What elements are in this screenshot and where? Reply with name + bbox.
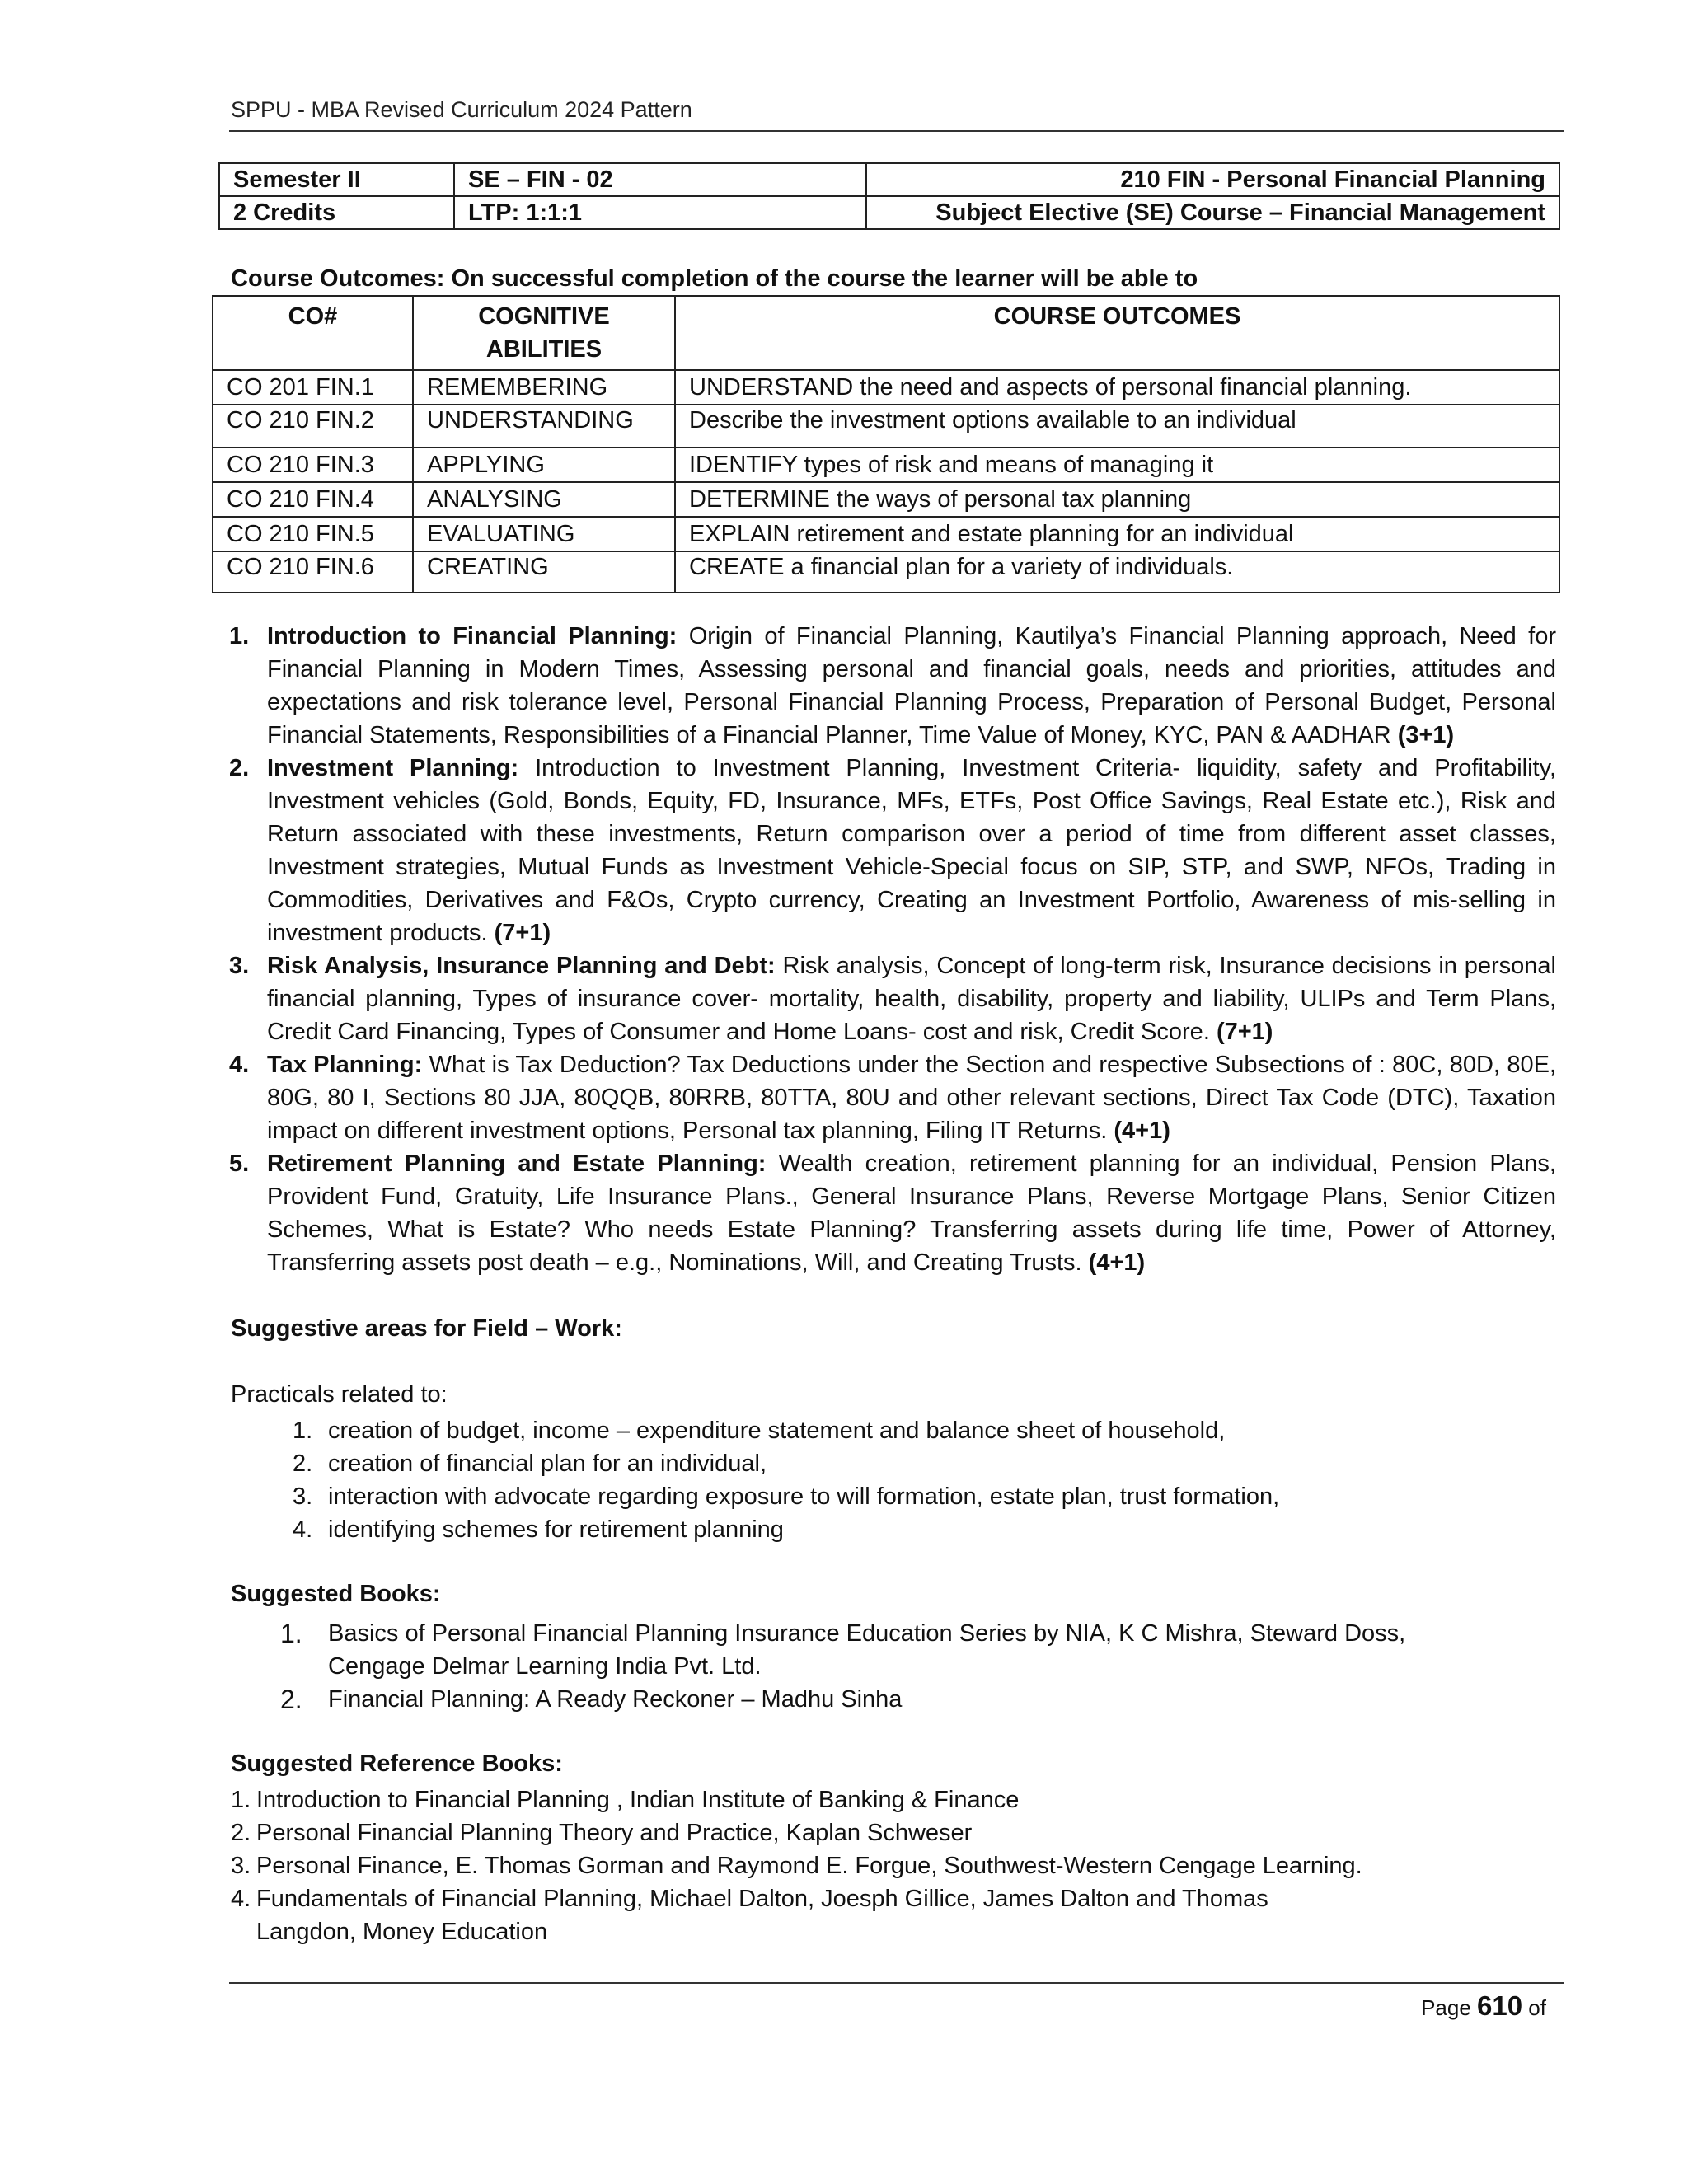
list-item [231,1816,1385,1849]
unit-number: 1. [229,623,250,649]
outcome-cell: CREATE a financial plan for a variety of individuals. [675,551,1559,593]
unit-text: Risk analysis, Concept of long-term risk, Insurance decisions in personal financial planning, Types of insurance cover- mortality, health, disability, property and liability, ULIPs and Term Plans, Credit Card Financing, Types of Consumer and Home Loans- cost and risk, Credit Score. [267,953,1556,1045]
list-number: 2. [280,1685,302,1714]
unit-text: What is Tax Deduction? Tax Deductions under the Section and respective Subsections of : 80C, 80D, 80E, 80G, 80 I, Sections 80 JJA, 80QQB, 80RRB, 80TTA, 80U and other relevant sections, Direct Tax Code (DTC), Taxation impact on different investment options, Personal tax planning, Filing IT Returns. [267,1052,1556,1144]
unit-number: 5. [229,1151,250,1177]
course-outcomes-table [212,295,1560,593]
reference-books-list [231,1783,1385,1948]
list-number: 1. [280,1619,302,1648]
semester-cell: Semester II [219,163,454,196]
ability-cell: APPLYING [413,448,675,482]
list-item [293,1513,1279,1546]
list-item [231,1783,1385,1816]
field-work-list [293,1414,1279,1546]
unit-item [229,1147,1556,1279]
column-header [413,296,675,370]
credits-cell: 2 Credits [219,196,454,229]
column-header: COURSE OUTCOMES [675,296,1559,370]
ability-cell: EVALUATING [413,517,675,551]
page-label: Page [1421,1995,1478,2020]
table-header-row [213,296,1559,370]
ability-cell: ANALYSING [413,482,675,517]
unit-hours: (7+1) [1216,1019,1273,1045]
unit-item [229,949,1556,1048]
table-row [213,517,1559,551]
list-number: 3. [231,1853,251,1879]
unit-item [229,1048,1556,1147]
list-item [231,1849,1385,1882]
column-header-text: COGNITIVE ABILITIES [478,303,610,363]
ltp-cell: LTP: 1:1:1 [454,196,866,229]
field-work-intro: Practicals related to: [231,1381,448,1408]
unit-title: Tax Planning: [267,1052,423,1078]
list-text: Personal Financial Planning Theory and Practice, Kaplan Schweser [256,1820,973,1846]
unit-hours: (4+1) [1088,1249,1146,1276]
course-outcomes-heading: Course Outcomes: On successful completion of the course the learner will be able to [231,265,1198,292]
unit-item [229,620,1556,752]
outcome-cell: IDENTIFY types of risk and means of managing it [675,448,1559,482]
unit-hours: (7+1) [494,920,551,946]
co-cell: CO 210 FIN.6 [213,551,413,593]
outcome-cell: UNDERSTAND the need and aspects of personal financial planning. [675,370,1559,405]
list-text: creation of budget, income – expenditure statement and balance sheet of household, [328,1418,1226,1444]
list-text: Financial Planning: A Ready Reckoner – Madhu Sinha [328,1686,903,1713]
ability-cell: REMEMBERING [413,370,675,405]
unit-title: Risk Analysis, Insurance Planning and Debt: [267,953,776,979]
outcome-cell: Describe the investment options available to an individual [675,405,1559,448]
ability-cell: CREATING [413,551,675,593]
list-number: 3. [293,1483,313,1510]
co-cell: CO 210 FIN.2 [213,405,413,448]
list-item [293,1414,1279,1447]
table-row [213,551,1559,593]
unit-text: Introduction to Investment Planning, Investment Criteria- liquidity, safety and Profitability, Investment vehicles (Gold, Bonds, Equity, FD, Insurance, MFs, ETFs, Post Office Savings, Real Estate etc.), Risk and Return associated with these investments, Return comparison over a period of time from different asset classes, Investment strategies, Mutual Funds as Investment Vehicle-Special focus on SIP, STP, and SWP, NFOs, Trading in Commodities, Derivatives and F&Os, Crypto currency, Creating an Investment Portfolio, Awareness of mis-selling in investment products. [267,755,1556,946]
list-number: 1. [231,1787,251,1813]
table-row [219,163,1559,196]
course-code-cell: SE – FIN - 02 [454,163,866,196]
list-text: creation of financial plan for an individual, [328,1451,767,1477]
unit-text: Origin of Financial Planning, Kautilya’s Financial Planning approach, Need for Financial Planning in Modern Times, Assessing personal and financial goals, needs and priorities, attitudes and expectations and risk tolerance level, Personal Financial Planning Process, Preparation of Personal Budget, Personal Financial Statements, Responsibilities of a Financial Planner, Time Value of Money, KYC, PAN & AADHAR [267,623,1556,748]
footer-divider [229,1982,1564,1984]
unit-hours: (4+1) [1114,1118,1170,1144]
co-cell: CO 210 FIN.4 [213,482,413,517]
list-number: 4. [293,1516,313,1543]
list-item [280,1683,1434,1716]
co-cell: CO 210 FIN.5 [213,517,413,551]
list-text: Personal Finance, E. Thomas Gorman and Raymond E. Forgue, Southwest-Western Cengage Learning. [256,1853,1362,1879]
running-header: SPPU - MBA Revised Curriculum 2024 Pattern [231,97,692,122]
column-header: CO# [213,296,413,370]
suggested-books-heading: Suggested Books: [231,1581,441,1607]
ability-cell: UNDERSTANDING [413,405,675,448]
list-item [293,1480,1279,1513]
outcome-cell: DETERMINE the ways of personal tax planning [675,482,1559,517]
unit-hours: (3+1) [1397,722,1455,748]
page-footer [1421,1990,1546,2022]
course-type-cell: Subject Elective (SE) Course – Financial Management [866,196,1559,229]
field-work-heading: Suggestive areas for Field – Work: [231,1315,622,1342]
course-title-cell: 210 FIN - Personal Financial Planning [866,163,1559,196]
list-number: 2. [293,1451,313,1477]
course-meta-table [218,162,1560,230]
unit-number: 3. [229,953,250,979]
list-number: 2. [231,1820,251,1846]
table-row [213,370,1559,405]
unit-title: Investment Planning: [267,755,519,781]
list-item [280,1617,1434,1683]
unit-number: 2. [229,755,250,781]
unit-item [229,752,1556,949]
list-text: Fundamentals of Financial Planning, Michael Dalton, Joesph Gillice, James Dalton and Thomas Langdon, Money Education [256,1886,1268,1945]
list-text: identifying schemes for retirement planning [328,1516,784,1543]
table-row [213,405,1559,448]
page-suffix: of [1522,1995,1546,2020]
co-cell: CO 210 FIN.3 [213,448,413,482]
list-item [293,1447,1279,1480]
header-divider [229,130,1564,132]
suggested-books-list [280,1617,1434,1716]
co-cell: CO 201 FIN.1 [213,370,413,405]
list-text: Introduction to Financial Planning , Indian Institute of Banking & Finance [256,1787,1020,1813]
list-number: 1. [293,1418,313,1444]
table-row [213,448,1559,482]
unit-title: Introduction to Financial Planning: [267,623,678,649]
table-row [219,196,1559,229]
list-text: interaction with advocate regarding exposure to will formation, estate plan, trust formation, [328,1483,1280,1510]
table-row [213,482,1559,517]
page-number: 610 [1477,1990,1523,2021]
outcome-cell: EXPLAIN retirement and estate planning for an individual [675,517,1559,551]
unit-number: 4. [229,1052,250,1078]
reference-books-heading: Suggested Reference Books: [231,1750,563,1777]
unit-text: Wealth creation, retirement planning for an individual, Pension Plans, Provident Fund, Gratuity, Life Insurance Plans., General Insurance Plans, Reverse Mortgage Plans, Senior Citizen Schemes, What is Estate? Who needs Estate Planning? Transferring assets during life time, Power of Attorney, Transferring assets post death – e.g., Nominations, Will, and Creating Trusts. [267,1151,1556,1276]
list-text: Basics of Personal Financial Planning Insurance Education Series by NIA, K C Mishra, Steward Doss, Cengage Delmar Learning India Pvt. Ltd. [328,1620,1406,1680]
list-item [231,1882,1328,1948]
list-number: 4. [231,1886,251,1912]
syllabus-units-list [229,620,1556,1279]
unit-title: Retirement Planning and Estate Planning: [267,1151,767,1177]
